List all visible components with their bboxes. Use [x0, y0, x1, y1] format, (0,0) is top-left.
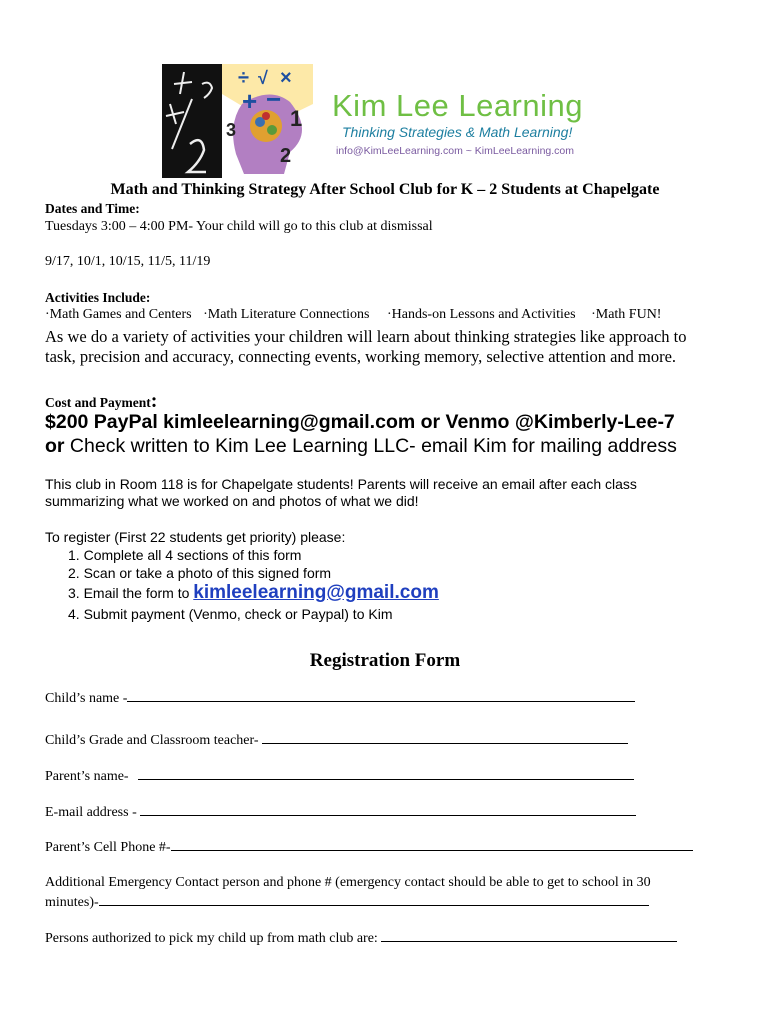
- step-text: Email the form to: [83, 585, 194, 601]
- payment-line-2-text: Check written to Kim Lee Learning LLC- email Kim for mailing address: [64, 435, 677, 457]
- grade-teacher-row: [45, 731, 628, 749]
- authorized-label: Persons authorized to pick my child up from math club are:: [45, 931, 378, 946]
- logo-graphic: [162, 64, 313, 178]
- svg-text:3: 3: [226, 120, 237, 140]
- dates-time: Tuesdays 3:00 – 4:00 PM- Your child will go to this club at dismissal: [45, 219, 433, 234]
- child-name-label: Child’s name -: [45, 691, 128, 706]
- svg-text:2: 2: [280, 145, 292, 167]
- activities-description-line-2: task, precision and accuracy, connecting events, working memory, selective attention and more.: [45, 347, 677, 366]
- child-name-line[interactable]: [127, 689, 635, 702]
- child-name-row: [45, 689, 635, 707]
- step-number: 1.: [68, 547, 80, 563]
- brand-name: Kim Lee Learning: [332, 88, 583, 123]
- parent-name-line[interactable]: [138, 767, 634, 780]
- cell-phone-label: Parent’s Cell Phone #-: [45, 840, 171, 855]
- cost-heading-colon: :: [150, 390, 158, 412]
- grade-teacher-line[interactable]: [262, 731, 628, 744]
- authorized-row: [45, 929, 677, 947]
- payment-or: or: [45, 435, 65, 457]
- brand-tagline: Thinking Strategies & Math Learning!: [342, 124, 573, 140]
- activities-description-line-1: As we do a variety of activities your children will learn about thinking strategies like approach to: [45, 327, 687, 346]
- svg-text:÷: ÷: [238, 67, 249, 89]
- parent-name-label: Parent’s name-: [45, 769, 129, 784]
- step-text: Complete all 4 sections of this form: [83, 547, 302, 563]
- brand-contact: info@KimLeeLearning.com ~ KimLeeLearning.com: [336, 145, 574, 157]
- activities-list: [45, 307, 661, 323]
- activity-item: ·Math Literature Connections: [203, 307, 370, 322]
- grade-teacher-label: Child’s Grade and Classroom teacher-: [45, 733, 259, 748]
- payment-line-1: [45, 410, 675, 434]
- activity-item: ·Math Games and Centers: [45, 307, 192, 322]
- emergency-line[interactable]: [99, 893, 649, 906]
- emergency-row-1: Additional Emergency Contact person and phone # (emergency contact should be able to get to school in 30: [45, 875, 651, 890]
- logo-chalkboard-head-icon: [162, 64, 313, 178]
- register-step-3: [68, 582, 439, 604]
- cost-heading-text: Cost and Payment: [45, 395, 151, 410]
- cell-phone-line[interactable]: [171, 838, 693, 851]
- email-line[interactable]: [140, 803, 636, 816]
- dates-list: 9/17, 10/1, 10/15, 11/5, 11/19: [45, 254, 211, 269]
- club-note-line-2: summarizing what we worked on and photos of what we did!: [45, 493, 419, 509]
- register-step-4: [68, 606, 393, 622]
- svg-text:×: ×: [280, 67, 292, 89]
- email-row: [45, 803, 636, 821]
- registration-form-title: Registration Form: [309, 650, 461, 671]
- payment-line-1-text: $200 PayPal kimleelearning@gmail.com or Venmo @Kimberly-Lee-7: [45, 411, 675, 433]
- document-title: Math and Thinking Strategy After School Club for K – 2 Students at Chapelgate: [110, 181, 660, 198]
- payment-line-2: [45, 434, 677, 458]
- register-intro: To register (First 22 students get priority) please:: [45, 529, 346, 545]
- svg-text:−: −: [266, 84, 282, 114]
- email-label: E-mail address -: [45, 805, 137, 820]
- svg-text:√: √: [258, 68, 268, 88]
- cell-phone-row: [45, 838, 693, 856]
- step-number: 3.: [68, 585, 80, 601]
- step-text: Scan or take a photo of this signed form: [83, 565, 332, 581]
- activity-item: ·Hands-on Lessons and Activities: [386, 307, 576, 322]
- register-step-2: [68, 565, 331, 581]
- svg-text:1: 1: [290, 106, 303, 131]
- step-number: 2.: [68, 565, 80, 581]
- parent-name-row: [45, 767, 634, 785]
- register-step-1: [68, 547, 301, 563]
- svg-text:+: +: [242, 86, 258, 116]
- dates-heading: Dates and Time:: [45, 201, 140, 216]
- step-number: 4.: [68, 606, 80, 622]
- activity-item: ·Math FUN!: [591, 307, 662, 322]
- emergency-row-2: [45, 893, 649, 911]
- step-text: Submit payment (Venmo, check or Paypal) to Kim: [83, 606, 393, 622]
- authorized-line[interactable]: [381, 929, 677, 942]
- emergency-label: minutes)-: [45, 895, 99, 910]
- club-note-line-1: This club in Room 118 is for Chapelgate students! Parents will receive an email after each class: [45, 476, 637, 492]
- activities-heading: Activities Include:: [45, 290, 151, 305]
- register-email-link[interactable]: kimleelearning@gmail.com: [193, 582, 439, 603]
